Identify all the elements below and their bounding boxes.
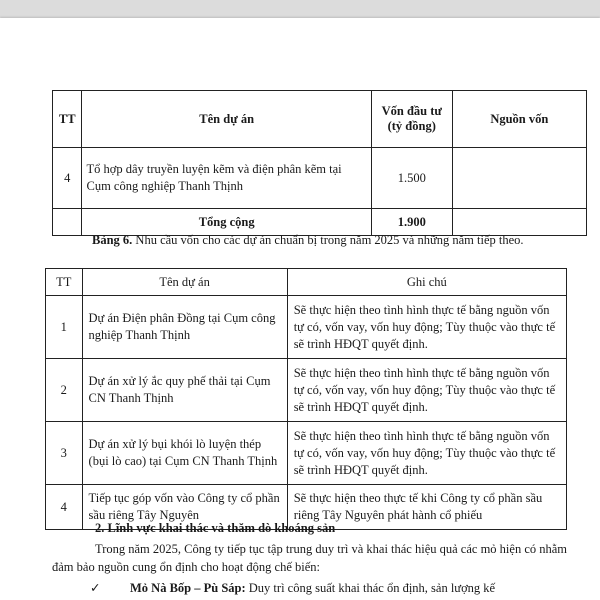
caption-text: Nhu cầu vốn cho các dự án chuẩn bị trong năm 2025 và những năm tiếp theo. (132, 233, 524, 247)
body-paragraph: Trong năm 2025, Công ty tiếp tục tập trung duy trì và khai thác hiệu quả các mỏ hiện có nhằm đảm bảo nguồn cung ổn định cho hoạt động chế biến: (52, 542, 568, 574)
row-funding-source (452, 148, 586, 209)
project-plan-table (45, 268, 567, 530)
table-row (46, 422, 567, 485)
investment-table (52, 90, 587, 236)
table-row (53, 148, 587, 209)
row-project-name: Dự án xử lý ắc quy phế thải tại Cụm CN Thanh Thịnh (82, 359, 287, 422)
row-tt: 1 (46, 296, 83, 359)
header-investment-line2: (tỷ đồng) (387, 119, 436, 133)
row-notes: Sẽ thực hiện theo thực tế khi Công ty cổ phần sầu riêng Tây Nguyên phát hành cổ phiếu (287, 485, 566, 530)
row-tt: 3 (46, 422, 83, 485)
bullet-label: Mỏ Nà Bốp – Pù Sáp: (130, 581, 246, 595)
row-tt: 4 (46, 485, 83, 530)
bullet-text: Duy trì công suất khai thác ổn định, sản lượng kế (245, 581, 496, 595)
table-row (46, 296, 567, 359)
header-funding-source: Nguồn vốn (452, 91, 586, 148)
table-caption (52, 232, 572, 249)
table-row (46, 359, 567, 422)
row-project-name: Tổ hợp dây truyền luyện kẽm và điện phân kẽm tại Cụm công nghiệp Thanh Thịnh (82, 148, 371, 209)
row-investment: 1.500 (371, 148, 452, 209)
header-tt: TT (53, 91, 82, 148)
checkmark-icon: ✓ (90, 581, 101, 595)
header-notes: Ghi chú (287, 269, 566, 296)
row-notes: Sẽ thực hiện theo tình hình thực tế bằng nguồn vốn tự có, vốn vay, vốn huy động; Tùy thuộc vào thực tế sẽ trình HĐQT quyết định. (287, 359, 566, 422)
section-title: 2. Lĩnh vực khai thác và thăm dò khoáng sản (95, 521, 336, 535)
row-project-name: Dự án xử lý bụi khói lò luyện thép (bụi lò cao) tại Cụm CN Thanh Thịnh (82, 422, 287, 485)
header-investment (371, 91, 452, 148)
header-investment-line1: Vốn đầu tư (381, 104, 442, 118)
row-project-name: Tiếp tục góp vốn vào Công ty cổ phần sầu riêng Tây Nguyên (82, 485, 287, 530)
total-value: 1.900 (371, 209, 452, 236)
header-project-name: Tên dự án (82, 91, 371, 148)
bullet-item (90, 580, 495, 596)
total-label: Tổng cộng (82, 209, 371, 236)
header-tt: TT (46, 269, 83, 296)
row-tt: 2 (46, 359, 83, 422)
header-project-name: Tên dự án (82, 269, 287, 296)
viewer-top-bar (0, 0, 600, 18)
row-tt: 4 (53, 148, 82, 209)
caption-label: Bảng 6. (92, 233, 133, 247)
row-project-name: Dự án Điện phân Đồng tại Cụm công nghiệp Thanh Thịnh (82, 296, 287, 359)
table-header-row (46, 269, 567, 296)
row-notes: Sẽ thực hiện theo tình hình thực tế bằng nguồn vốn tự có, vốn vay, vốn huy động; Tùy thuộc vào thực tế sẽ trình HĐQT quyết định. (287, 422, 566, 485)
row-notes: Sẽ thực hiện theo tình hình thực tế bằng nguồn vốn tự có, vốn vay, vốn huy động; Tùy thuộc vào thực tế sẽ trình HĐQT quyết định. (287, 296, 566, 359)
table-header-row (53, 91, 587, 148)
